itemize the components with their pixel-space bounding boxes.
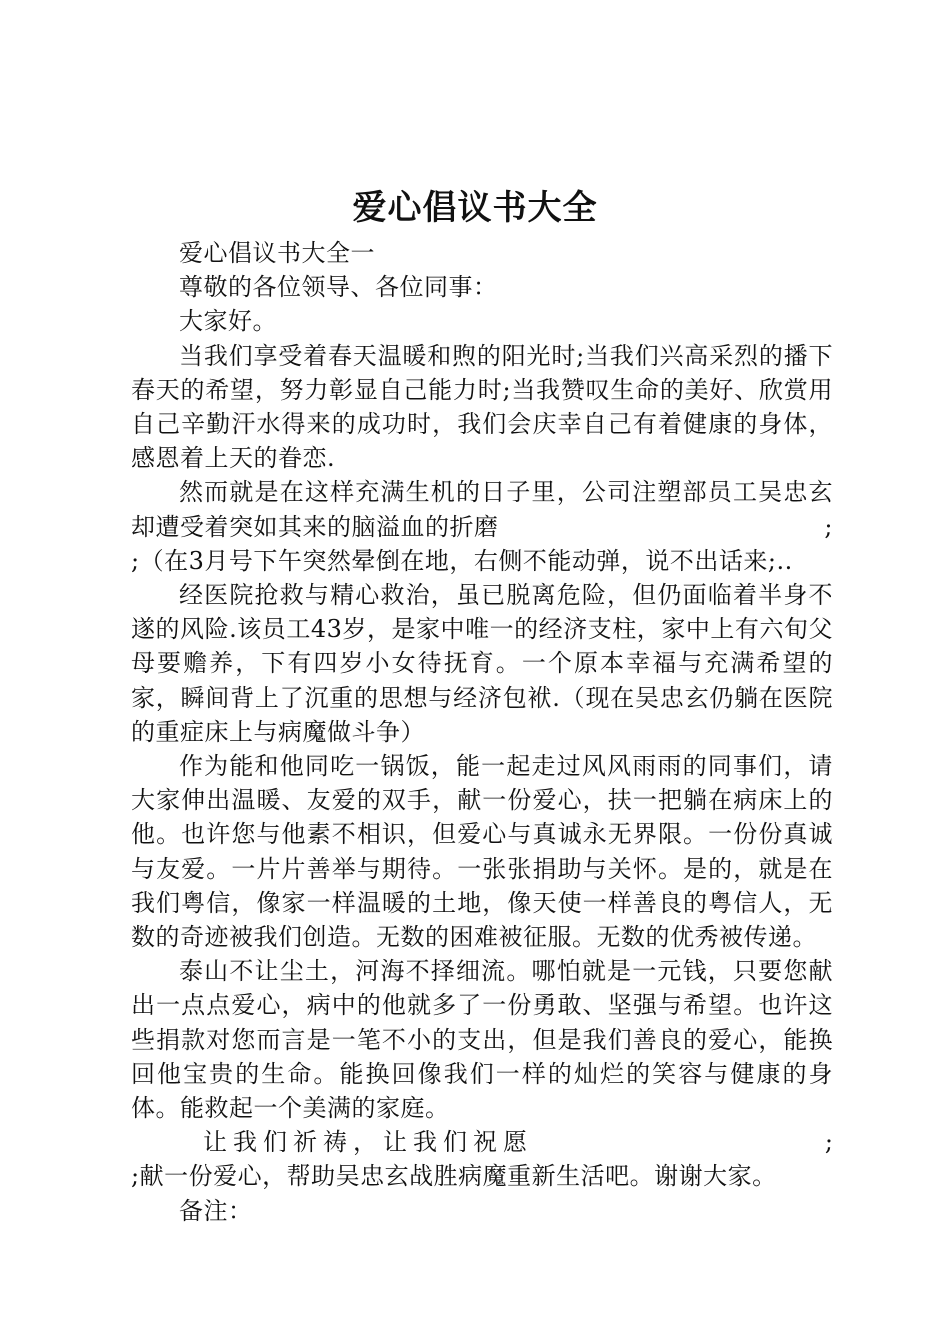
paragraph-prayer-text: 让我们祈祷，让我们祝愿: [203, 1128, 533, 1157]
paragraph-illness-detail: ;（在3月号下午突然晕倒在地，右侧不能动弹，说不出话来;..: [131, 546, 793, 575]
paragraph-prayer: [131, 1125, 833, 1159]
line-end-mark-2: ;: [824, 1128, 833, 1157]
paragraph-heading-1: 爱心倡议书大全一: [179, 239, 375, 267]
paragraph-illness: [131, 475, 833, 543]
paragraph-hospital: 经医院抢救与精心救治，虽已脱离危险，但仍面临着半身不遂的风险.该员工43岁，是家中唯一的经济支柱，家中上有六旬父母要赡养，下有四岁小女待抚育。一个原本幸福与充满希望的家，瞬间背上了沉重的思想与经济包袱.（现在吴忠玄仍躺在医院的重症床上与病魔做斗争）: [131, 581, 833, 746]
paragraph-salutation: 尊敬的各位领导、各位同事：: [179, 273, 498, 302]
paragraph-remark: 备注：: [179, 1196, 253, 1225]
paragraph-spring: 当我们享受着春天温暖和煦的阳光时;当我们兴高采烈的播下春天的希望，努力彰显自己能力时;当我赞叹生命的美好、欣赏用自己辛勤汗水得来的成功时，我们会庆幸自己有着健康的身体，感恩着上天的眷恋.: [131, 341, 833, 473]
paragraph-illness-text: 然而就是在这样充满生机的日子里，公司注塑部员工吴忠玄却遭受着突如其来的脑溢血的折磨: [131, 478, 833, 541]
paragraph-closing: ;献一份爱心，帮助吴忠玄战胜病魔重新生活吧。谢谢大家。: [131, 1162, 777, 1191]
paragraph-appeal: 作为能和他同吃一锅饭，能一起走过风风雨雨的同事们，请大家伸出温暖、友爱的双手，献一份爱心，扶一把躺在病床上的他。也许您与他素不相识，但爱心与真诚永无界限。一份份真诚与友爱。一片片善举与期待。一张张捐助与关怀。是的，就是在我们粤信，像家一样温暖的土地，像天使一样善良的粤信人，无数的奇迹被我们创造。无数的困难被征服。无数的优秀被传递。: [131, 752, 833, 952]
paragraph-donation: 泰山不让尘土，河海不择细流。哪怕就是一元钱，只要您献出一点点爱心，病中的他就多了一份勇敢、坚强与希望。也许这些捐款对您而言是一笔不小的支出，但是我们善良的爱心，能换回他宝贵的生命。能换回像我们一样的灿烂的笑容与健康的身体。能救起一个美满的家庭。: [131, 957, 833, 1123]
document-title: 爱心倡议书大全: [352, 188, 598, 228]
line-end-mark-1: ;: [824, 512, 833, 541]
document-body: [131, 236, 833, 1228]
paragraph-greeting: 大家好。: [179, 307, 277, 336]
